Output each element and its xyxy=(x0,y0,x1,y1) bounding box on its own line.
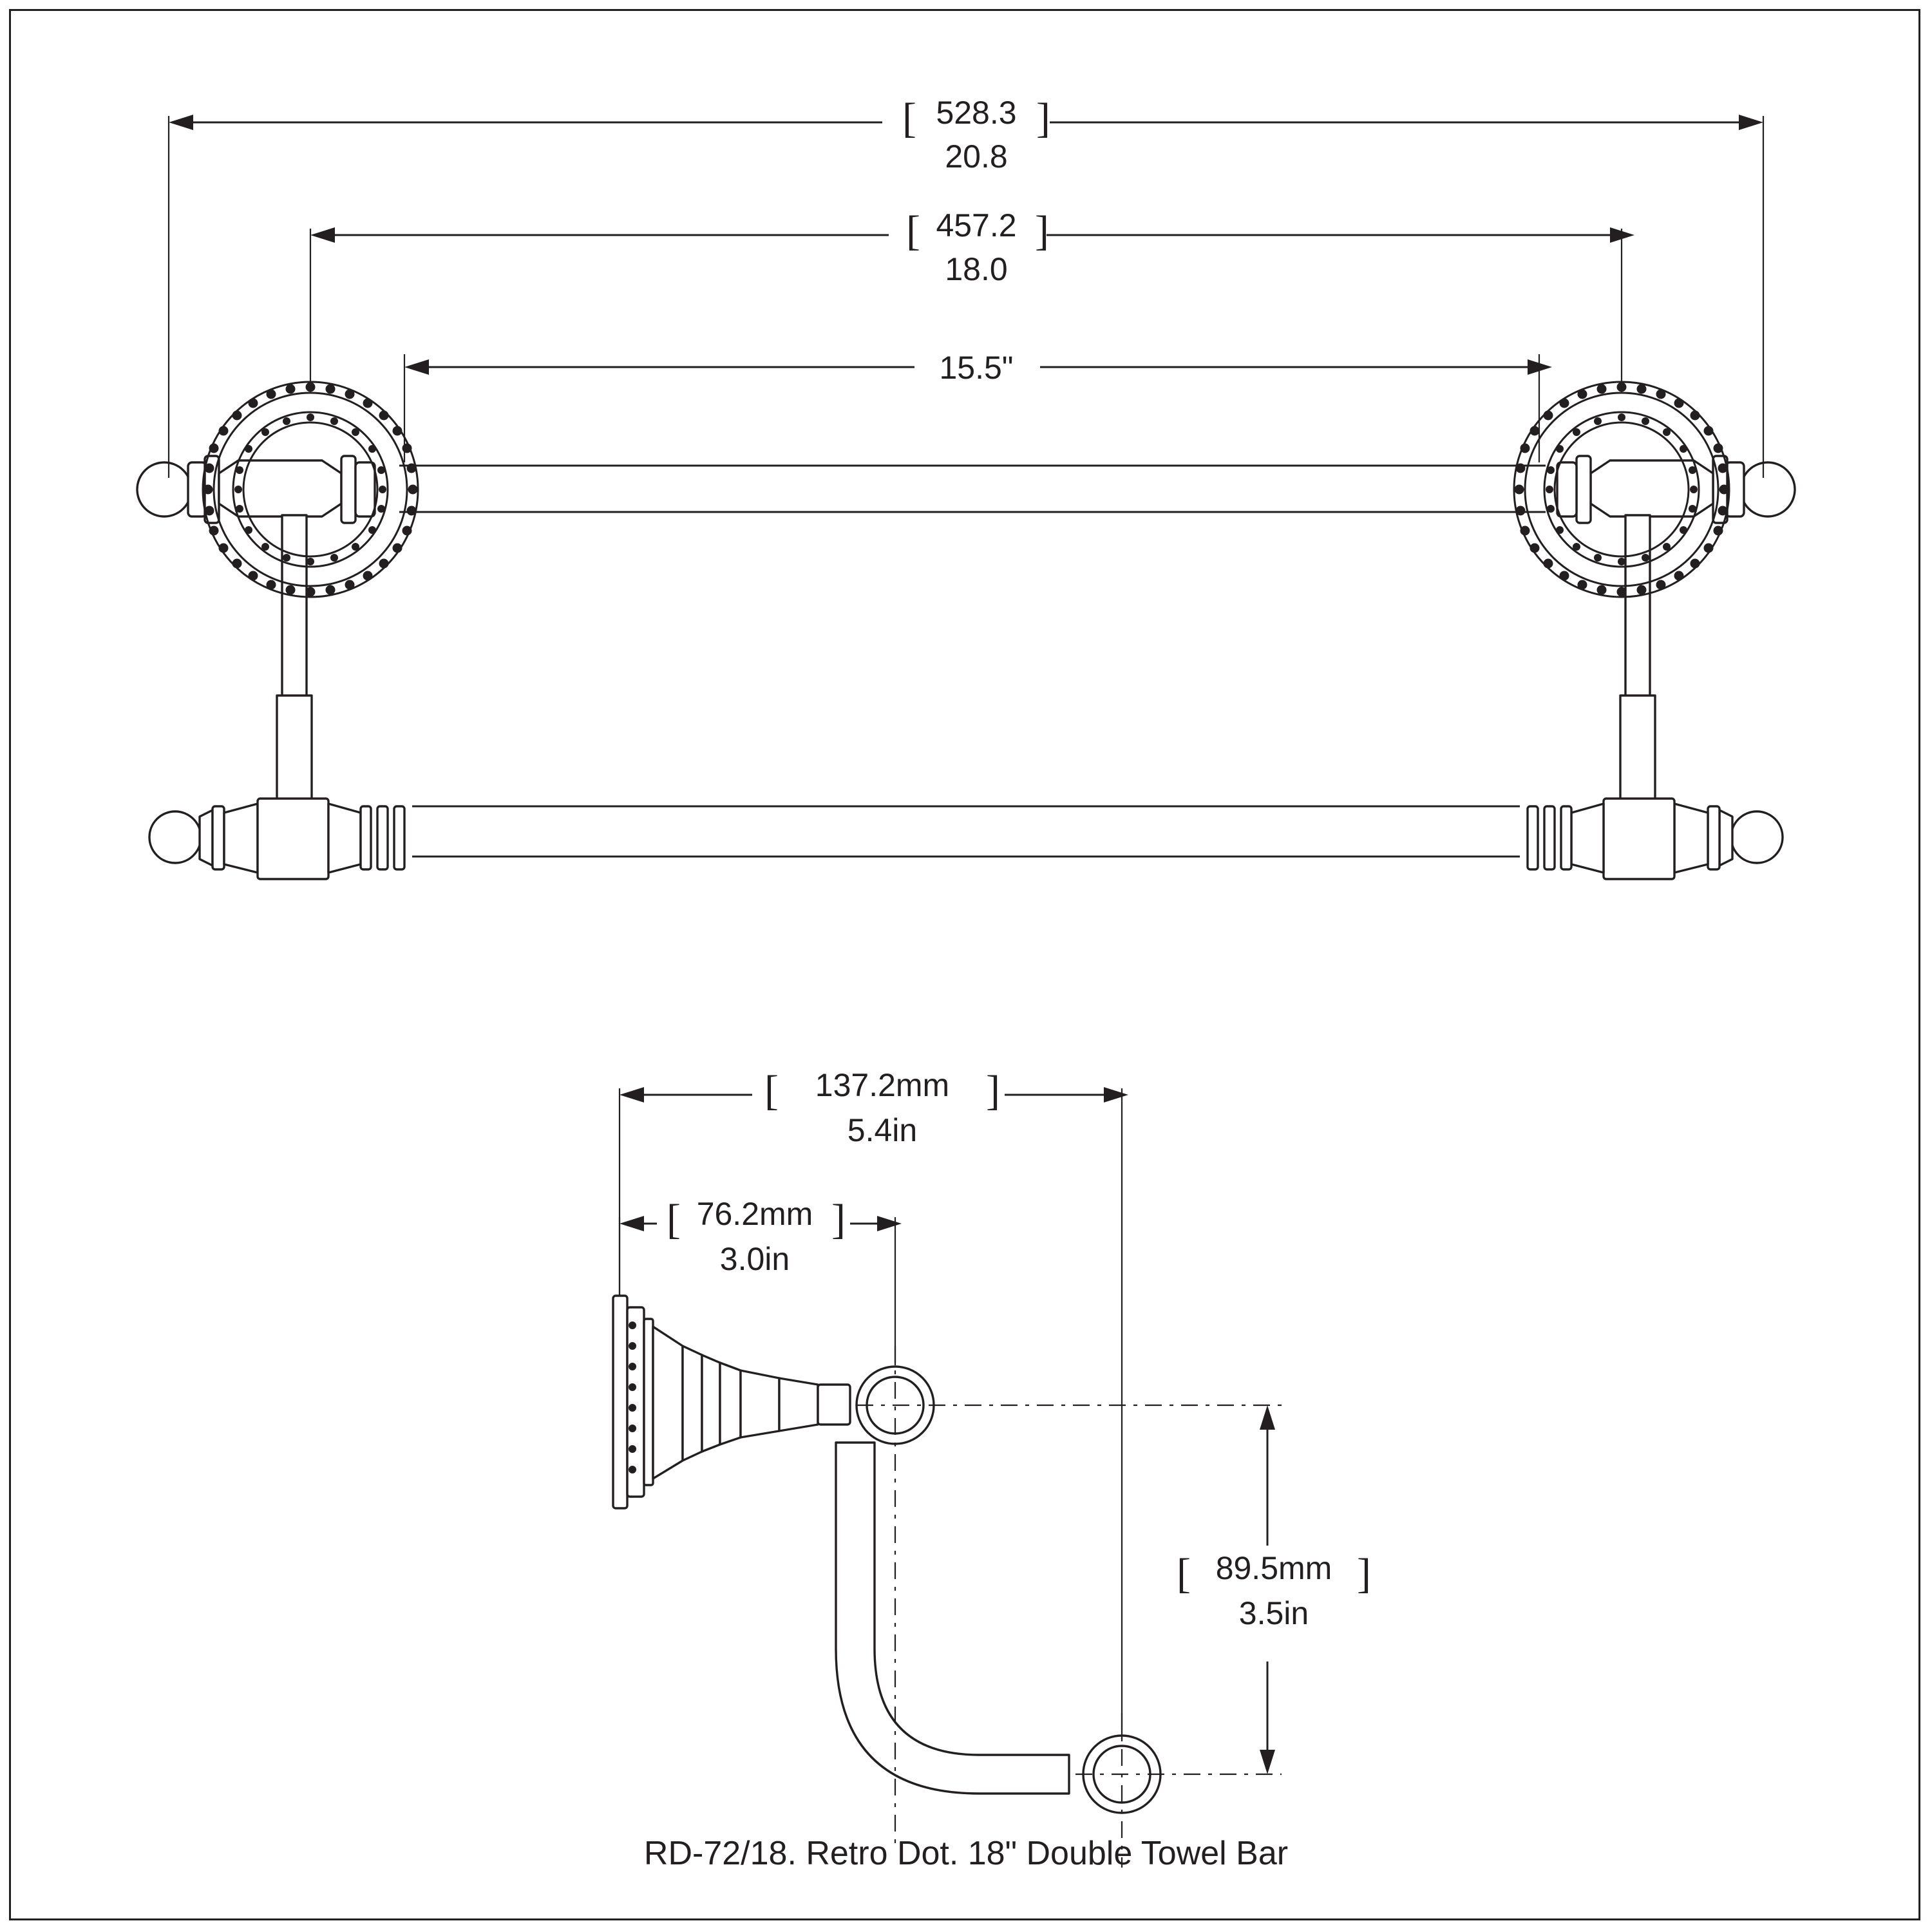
svg-text:]: ] xyxy=(986,1067,1000,1114)
front-view-dimensions xyxy=(169,95,1763,478)
svg-text:[: [ xyxy=(902,95,916,142)
svg-text:[: [ xyxy=(906,207,920,254)
left-rosette xyxy=(137,382,418,831)
dim-mounting-center-width-inch: 18.0 xyxy=(945,251,1008,287)
dim-bar-vertical-spacing xyxy=(1177,1405,1371,1774)
dim-overall-width-mm: 528.3 xyxy=(936,95,1017,131)
dim-upper-bar-projection-mm: 76.2mm xyxy=(696,1196,813,1232)
dim-overall-width-inch: 20.8 xyxy=(945,138,1008,175)
dim-upper-bar-projection-inch: 3.0in xyxy=(719,1241,790,1277)
dim-bar-clear-width xyxy=(404,350,1552,462)
dim-mounting-center-width-mm: 457.2 xyxy=(936,207,1017,243)
front-view-geometry xyxy=(137,382,1795,879)
dim-overall-projection-inch: 5.4in xyxy=(847,1112,918,1148)
dim-bar-clear-width-inch: 15.5" xyxy=(939,350,1014,386)
svg-text:]: ] xyxy=(1035,207,1049,254)
dim-overall-projection-mm: 137.2mm xyxy=(815,1067,950,1103)
drawing-caption: RD-72/18. Retro Dot. 18" Double Towel Bar xyxy=(643,1835,1289,1872)
dim-bar-vertical-spacing-mm: 89.5mm xyxy=(1215,1550,1332,1586)
svg-text:[: [ xyxy=(764,1067,779,1114)
dim-bar-vertical-spacing-inch: 3.5in xyxy=(1238,1595,1309,1631)
svg-text:[: [ xyxy=(667,1196,681,1243)
svg-text:]: ] xyxy=(831,1196,846,1243)
svg-text:]: ] xyxy=(1036,95,1050,142)
svg-text:]: ] xyxy=(1357,1550,1371,1597)
right-rosette xyxy=(1514,382,1795,824)
lower-bar xyxy=(149,799,1783,879)
svg-text:[: [ xyxy=(1177,1550,1191,1597)
